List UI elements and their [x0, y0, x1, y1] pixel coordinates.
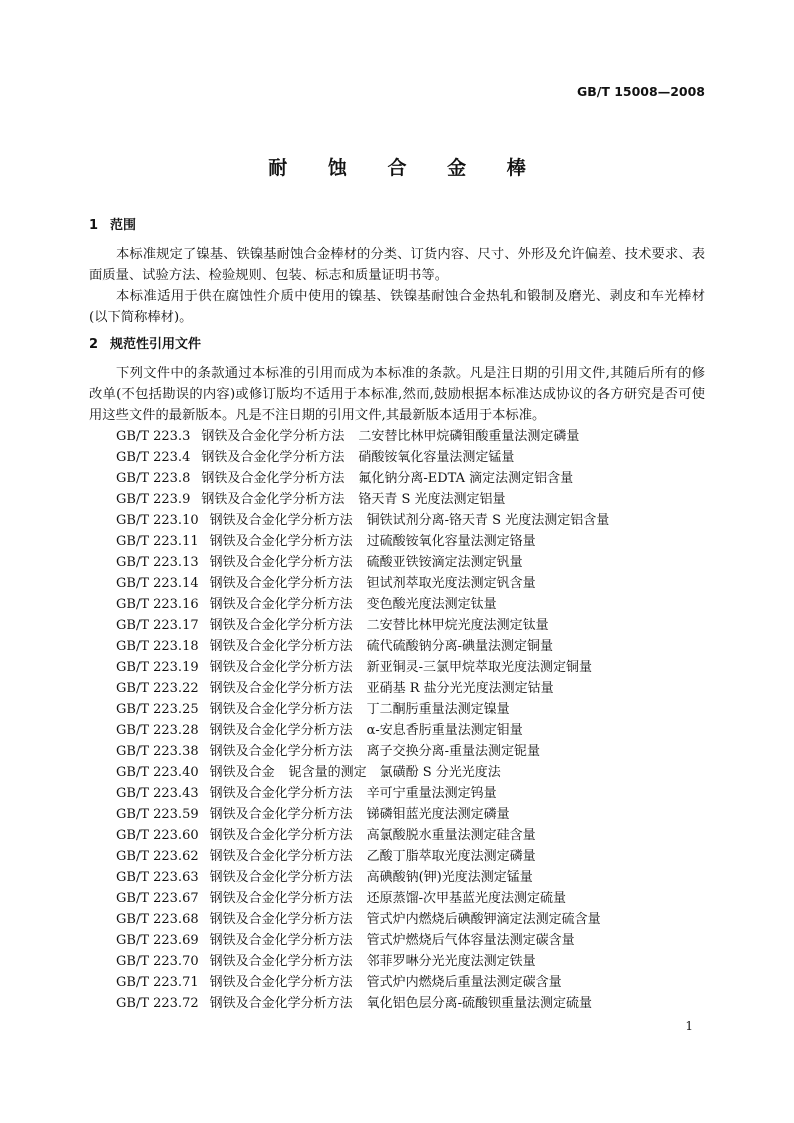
- reference-method-title: 二安替比林甲烷光度法测定钛量: [366, 618, 549, 633]
- reference-item: [89, 699, 705, 720]
- reference-series-title: 钢铁及合金化学分析方法: [209, 555, 353, 570]
- reference-series-title: 钢铁及合金化学分析方法: [209, 618, 353, 633]
- reference-item: [89, 531, 705, 552]
- paragraph: 本标准适用于供在腐蚀性介质中使用的镍基、铁镍基耐蚀合金热轧和锻制及磨光、剥皮和车光棒材(以下简称棒材)。: [89, 289, 705, 325]
- reference-series-title: 钢铁及合金化学分析方法: [209, 576, 353, 591]
- reference-method-title: 变色酸光度法测定钛量: [366, 597, 497, 612]
- reference-series-title: 钢铁及合金化学分析方法: [209, 828, 353, 843]
- reference-series-title: 钢铁及合金化学分析方法: [209, 891, 353, 906]
- section-heading: [89, 215, 705, 236]
- reference-item: [89, 489, 705, 510]
- reference-code: GB/T 223.59: [116, 807, 199, 822]
- reference-code: GB/T 223.71: [116, 975, 199, 990]
- reference-code: GB/T 223.40: [116, 765, 199, 780]
- reference-item: [89, 447, 705, 468]
- reference-code: GB/T 223.69: [116, 933, 199, 948]
- reference-series-title: 钢铁及合金化学分析方法: [209, 933, 353, 948]
- reference-item: [89, 909, 705, 930]
- reference-code: GB/T 223.18: [116, 639, 199, 654]
- reference-code: GB/T 223.28: [116, 723, 199, 738]
- section-title: 范围: [110, 218, 137, 233]
- reference-method-title: 乙酸丁脂萃取光度法测定磷量: [366, 849, 536, 864]
- reference-code: GB/T 223.8: [116, 471, 191, 486]
- reference-method-title: 邻菲罗啉分光光度法测定铁量: [366, 954, 536, 969]
- reference-method-title: 亚硝基 R 盐分光光度法测定钴量: [366, 681, 554, 696]
- reference-code: GB/T 223.22: [116, 681, 199, 696]
- paragraph: 下列文件中的条款通过本标准的引用而成为本标准的条款。凡是注日期的引用文件,其随后所有的修改单(不包括勘误的内容)或修订版均不适用于本标准,然而,鼓励根据本标准达成协议的各方研究是否可使用这些文件的最新版本。凡是不注日期的引用文件,其最新版本适用于本标准。: [89, 366, 705, 423]
- reference-code: GB/T 223.25: [116, 702, 199, 717]
- reference-method-title: 硫代硫酸钠分离-碘量法测定铜量: [366, 639, 554, 654]
- reference-method-title: 新亚铜灵-三氯甲烷萃取光度法测定铜量: [366, 660, 593, 675]
- reference-method-title: 管式炉燃烧后气体容量法测定碳含量: [366, 933, 575, 948]
- reference-list: [89, 426, 705, 1014]
- reference-code: GB/T 223.16: [116, 597, 199, 612]
- reference-item: [89, 741, 705, 762]
- reference-code: GB/T 223.68: [116, 912, 199, 927]
- reference-series-title: 钢铁及合金化学分析方法: [209, 807, 353, 822]
- reference-item: [89, 552, 705, 573]
- reference-code: GB/T 223.63: [116, 870, 199, 885]
- section-heading: [89, 334, 705, 355]
- reference-series-title: 钢铁及合金化学分析方法: [209, 702, 353, 717]
- reference-item: [89, 468, 705, 489]
- reference-series-title: 钢铁及合金化学分析方法: [201, 429, 345, 444]
- reference-method-title: 管式炉内燃烧后重量法测定碳含量: [366, 975, 562, 990]
- reference-method-title: 丁二酮肟重量法测定镍量: [366, 702, 510, 717]
- section-number: 1: [89, 218, 99, 233]
- reference-item: [89, 804, 705, 825]
- reference-item: [89, 636, 705, 657]
- reference-method-title: 铬天青 S 光度法测定铝量: [358, 492, 506, 507]
- section-number: 2: [89, 337, 99, 352]
- reference-item: [89, 867, 705, 888]
- reference-code: GB/T 223.4: [116, 450, 191, 465]
- reference-method-title: 氧化铝色层分离-硫酸钡重量法测定硫量: [366, 996, 593, 1011]
- reference-method-title: 铜铁试剂分离-铬天青 S 光度法测定铝含量: [366, 513, 610, 528]
- reference-method-title: 氟化钠分离-EDTA 滴定法测定铝含量: [358, 471, 574, 486]
- reference-method-title: 锑磷钼蓝光度法测定磷量: [366, 807, 510, 822]
- reference-method-title: 过硫酸铵氧化容量法测定铬量: [366, 534, 536, 549]
- reference-item: [89, 762, 705, 783]
- reference-series-title: 钢铁及合金化学分析方法: [209, 723, 353, 738]
- reference-series-title: 钢铁及合金化学分析方法: [209, 744, 353, 759]
- reference-code: GB/T 223.19: [116, 660, 199, 675]
- reference-method-title: 高碘酸钠(钾)光度法测定锰量: [366, 870, 533, 885]
- reference-item: [89, 930, 705, 951]
- reference-method-title: 管式炉内燃烧后碘酸钾滴定法测定硫含量: [366, 912, 601, 927]
- reference-series-title: 钢铁及合金化学分析方法: [209, 597, 353, 612]
- reference-method-title: 硫酸亚铁铵滴定法测定钒量: [366, 555, 523, 570]
- paragraph: 本标准规定了镍基、铁镍基耐蚀合金棒材的分类、订货内容、尺寸、外形及允许偏差、技术要求、表面质量、试验方法、检验规则、包装、标志和质量证明书等。: [89, 247, 705, 283]
- document-body: [89, 215, 705, 1014]
- reference-item: [89, 783, 705, 804]
- reference-item: [89, 951, 705, 972]
- page-title: 耐 蚀 合 金 棒: [268, 157, 543, 179]
- reference-item: [89, 888, 705, 909]
- reference-series-title: 钢铁及合金化学分析方法: [201, 450, 345, 465]
- reference-code: GB/T 223.70: [116, 954, 199, 969]
- reference-code: GB/T 223.17: [116, 618, 199, 633]
- reference-series-title: 钢铁及合金化学分析方法: [209, 534, 353, 549]
- reference-series-title: 钢铁及合金化学分析方法: [209, 786, 353, 801]
- section-title: 规范性引用文件: [110, 337, 202, 352]
- reference-item: [89, 510, 705, 531]
- reference-series-title: 钢铁及合金化学分析方法: [209, 660, 353, 675]
- reference-method-title: 高氯酸脱水重量法测定硅含量: [366, 828, 536, 843]
- reference-code: GB/T 223.10: [116, 513, 199, 528]
- reference-method-title: 还原蒸馏-次甲基蓝光度法测定硫量: [366, 891, 567, 906]
- reference-series-title: 钢铁及合金化学分析方法: [209, 849, 353, 864]
- reference-code: GB/T 223.43: [116, 786, 199, 801]
- reference-item: [89, 657, 705, 678]
- page-number: 1: [685, 1019, 693, 1033]
- reference-code: GB/T 223.38: [116, 744, 199, 759]
- reference-series-title: 钢铁及合金化学分析方法: [209, 513, 353, 528]
- reference-series-title: 钢铁及合金化学分析方法: [209, 996, 353, 1011]
- reference-method-title: 铌含量的测定 氯磺酚 S 分光光度法: [288, 765, 501, 780]
- reference-series-title: 钢铁及合金化学分析方法: [209, 639, 353, 654]
- reference-item: [89, 678, 705, 699]
- reference-item: [89, 426, 705, 447]
- reference-method-title: 硝酸铵氧化容量法测定锰量: [358, 450, 515, 465]
- reference-code: GB/T 223.14: [116, 576, 199, 591]
- reference-series-title: 钢铁及合金: [209, 765, 275, 780]
- reference-code: GB/T 223.67: [116, 891, 199, 906]
- reference-item: [89, 594, 705, 615]
- reference-method-title: 二安替比林甲烷磷钼酸重量法测定磷量: [358, 429, 580, 444]
- reference-code: GB/T 223.3: [116, 429, 191, 444]
- reference-method-title: 离子交换分离-重量法测定铌量: [366, 744, 541, 759]
- reference-item: [89, 573, 705, 594]
- reference-item: [89, 825, 705, 846]
- reference-series-title: 钢铁及合金化学分析方法: [201, 471, 345, 486]
- reference-method-title: α-安息香肟重量法测定钼量: [366, 723, 523, 738]
- reference-code: GB/T 223.11: [116, 534, 199, 549]
- reference-code: GB/T 223.13: [116, 555, 199, 570]
- reference-item: [89, 615, 705, 636]
- reference-code: GB/T 223.9: [116, 492, 191, 507]
- standard-code: GB/T 15008—2008: [576, 84, 705, 99]
- reference-series-title: 钢铁及合金化学分析方法: [209, 954, 353, 969]
- reference-series-title: 钢铁及合金化学分析方法: [209, 975, 353, 990]
- reference-method-title: 钽试剂萃取光度法测定钒含量: [366, 576, 536, 591]
- reference-code: GB/T 223.62: [116, 849, 199, 864]
- reference-item: [89, 993, 705, 1014]
- reference-code: GB/T 223.60: [116, 828, 199, 843]
- reference-series-title: 钢铁及合金化学分析方法: [201, 492, 345, 507]
- reference-series-title: 钢铁及合金化学分析方法: [209, 912, 353, 927]
- reference-item: [89, 846, 705, 867]
- reference-series-title: 钢铁及合金化学分析方法: [209, 681, 353, 696]
- reference-item: [89, 972, 705, 993]
- reference-item: [89, 720, 705, 741]
- reference-method-title: 辛可宁重量法测定钨量: [366, 786, 497, 801]
- reference-series-title: 钢铁及合金化学分析方法: [209, 870, 353, 885]
- reference-code: GB/T 223.72: [116, 996, 199, 1011]
